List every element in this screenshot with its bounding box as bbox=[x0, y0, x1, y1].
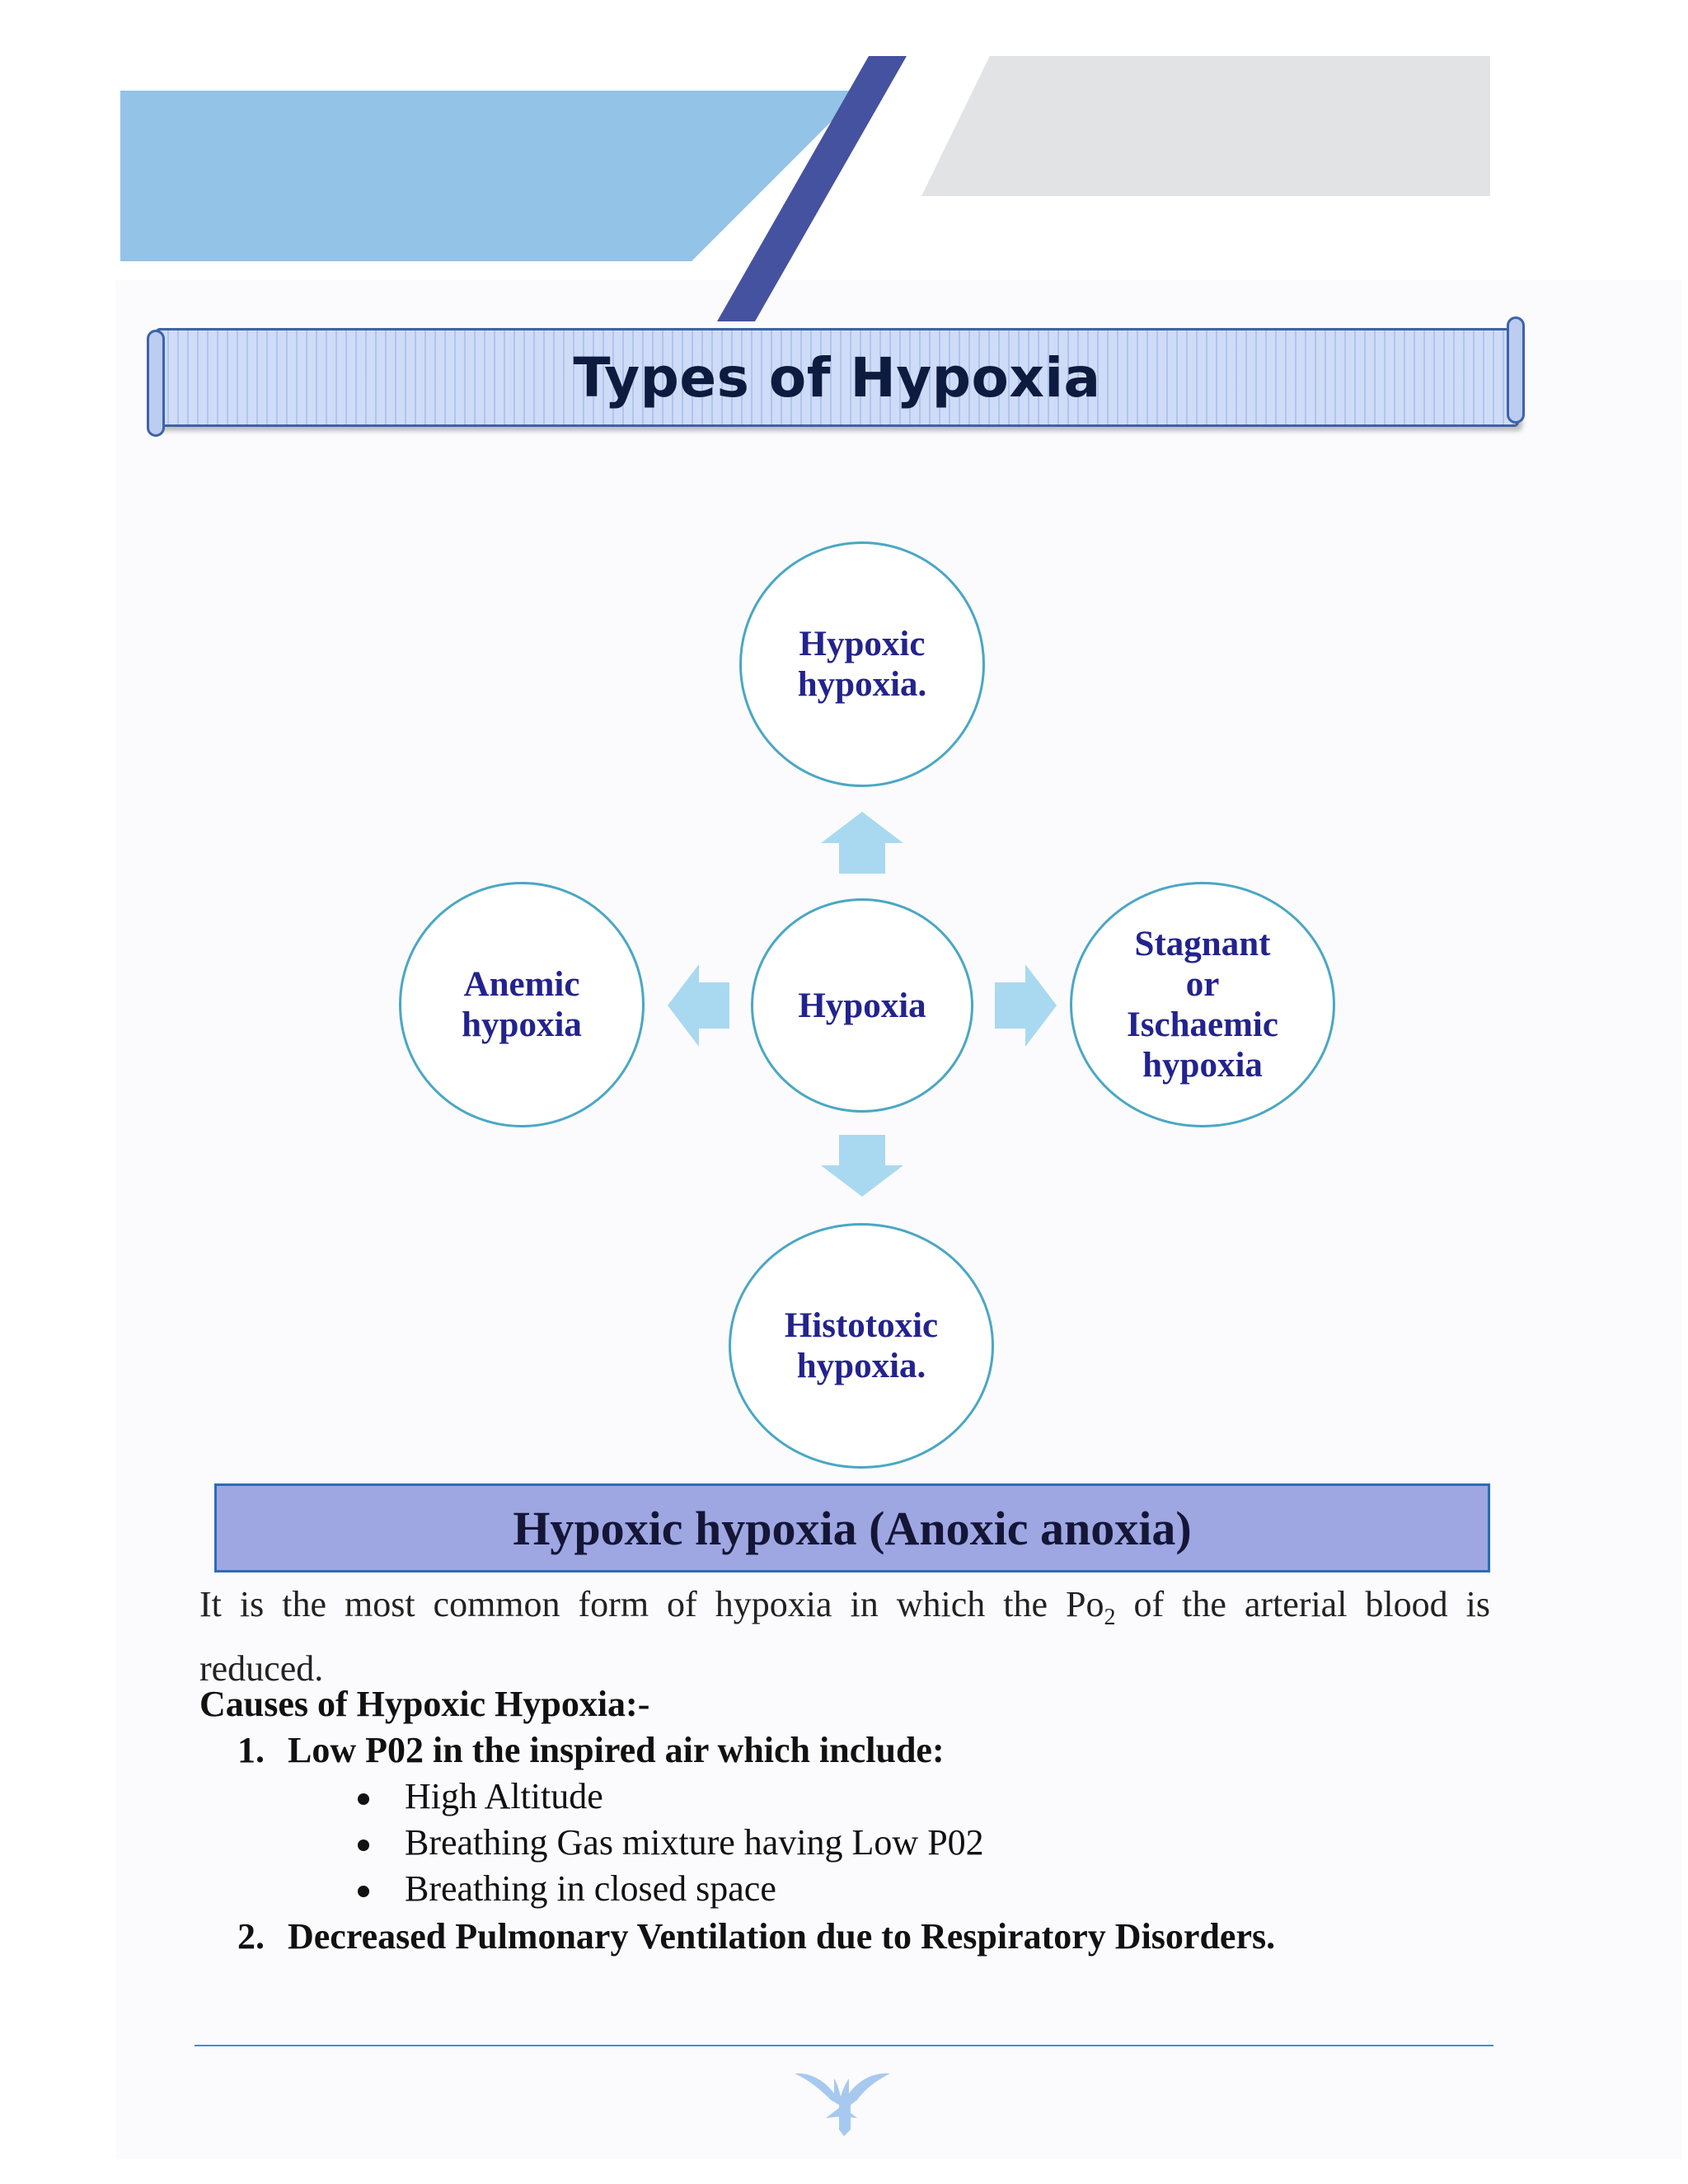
node-histotoxic-hypoxia: Histotoxic hypoxia. bbox=[729, 1223, 994, 1469]
arrow-right-icon bbox=[995, 964, 1057, 1047]
node-hypoxia-center: Hypoxia bbox=[751, 898, 973, 1113]
arrow-up-icon bbox=[821, 812, 903, 874]
sub-cause-closed-space: Breathing in closed space bbox=[405, 1868, 776, 1909]
causes-heading: Causes of Hypoxic Hypoxia:- bbox=[199, 1684, 650, 1724]
footer-divider bbox=[195, 2045, 1493, 2046]
sub-cause-high-altitude: High Altitude bbox=[405, 1776, 603, 1816]
bullet bbox=[358, 1840, 369, 1851]
intro-paragraph: It is the most common form of hypoxia in which the $Po_2$ of the arterial blood is reduced. bbox=[199, 1584, 1490, 1689]
page-title: Types of Hypoxia bbox=[573, 345, 1101, 410]
arrow-down-icon bbox=[821, 1135, 903, 1197]
sub-cause-gas-mixture: Breathing Gas mixture having Low P02 bbox=[405, 1822, 984, 1863]
section-title: Hypoxic hypoxia (Anoxic anoxia) bbox=[513, 1501, 1192, 1555]
list-number-2: 2. bbox=[237, 1916, 265, 1957]
bullet bbox=[358, 1793, 369, 1805]
title-scroll-banner bbox=[155, 328, 1519, 427]
stylized-plant-logo-icon bbox=[791, 2069, 897, 2140]
cause-2: Decreased Pulmonary Ventilation due to Respiratory Disorders. bbox=[288, 1916, 1276, 1957]
node-anemic-hypoxia: Anemic hypoxia bbox=[399, 882, 645, 1127]
arrow-left-icon bbox=[668, 964, 729, 1047]
list-number-1: 1. bbox=[237, 1730, 265, 1770]
node-hypoxic-hypoxia: Hypoxic hypoxia. bbox=[739, 541, 985, 787]
header-blue-band bbox=[120, 91, 862, 261]
section-header bbox=[214, 1483, 1490, 1572]
bullet bbox=[358, 1886, 369, 1897]
node-stagnant-hypoxia: Stagnant or Ischaemic hypoxia bbox=[1070, 882, 1335, 1127]
scroll-curl-left bbox=[147, 330, 165, 437]
cause-1: Low P02 in the inspired air which include: bbox=[288, 1730, 945, 1770]
header-gray-band bbox=[921, 56, 1490, 196]
scroll-curl-right bbox=[1507, 316, 1525, 424]
